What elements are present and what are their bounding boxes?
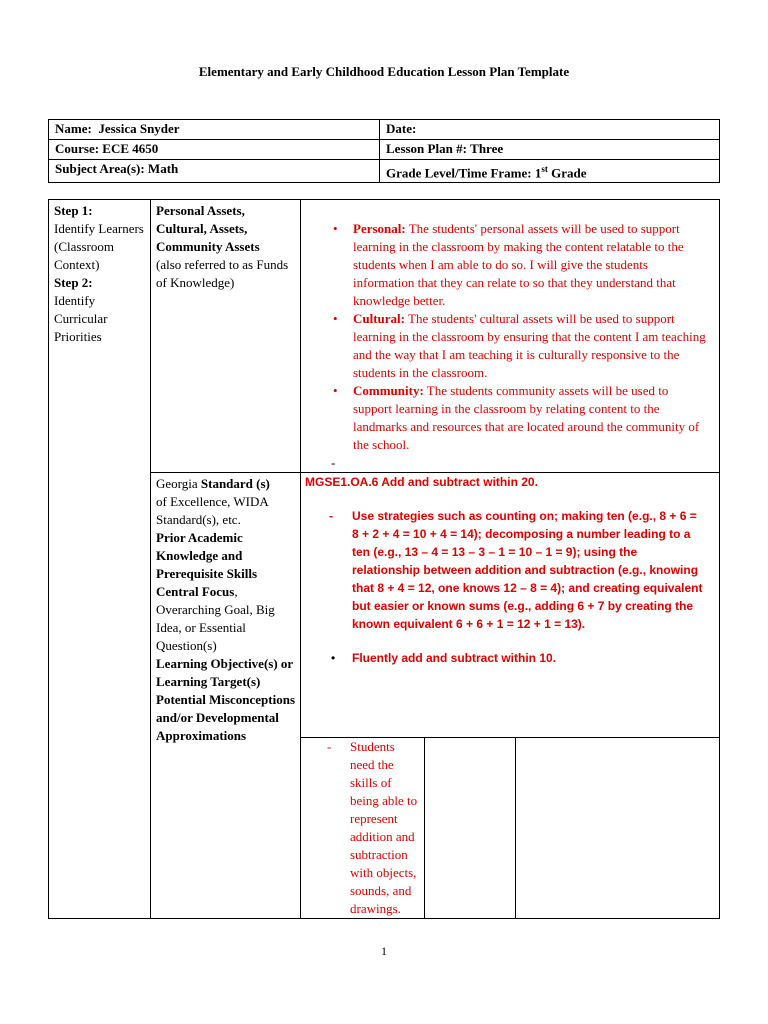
assets-trailing-dash: - xyxy=(331,455,336,470)
name-cell xyxy=(49,120,380,140)
course-cell xyxy=(49,140,380,160)
page-number: 1 xyxy=(381,944,387,958)
course-value: ECE 4650 xyxy=(102,141,159,156)
standard-content-cell xyxy=(301,473,720,738)
grade-number: 1 xyxy=(534,165,542,181)
lesson-label: Lesson Plan #: xyxy=(386,141,467,156)
fluent-item: • Fluently add and subtract within 10. xyxy=(331,651,557,665)
strategy-item: - Use strategies such as counting on; making ten (e.g., 8 + 6 = 8 + 2 + 4 = 10 + 4 = 14); decomposing a number leading to a ten (e.g., 13 – 4 = 13 – 3 – 1 = 10 – 1 = 9); using the relationship between addition and subtraction (e.g., knowing that 8 + 4 = 12, one knows 12 – 8 = 4); and creating equivalent but easier or known sums (e.g., adding 6 + 7 by creating the known equivalent 6 + 6 + 1 = 12 + 1 = 13). xyxy=(329,509,703,631)
prior-knowledge-label: Prior Academic Knowledge and Prerequisite Skills xyxy=(156,530,257,581)
steps-cell xyxy=(49,200,151,919)
standards-label-cell xyxy=(151,473,301,919)
grade-label: Grade Level/Time Frame: xyxy=(386,165,532,181)
assets-list xyxy=(331,220,709,454)
subject-value: Math xyxy=(147,161,179,176)
date-cell xyxy=(380,120,720,140)
standards-line-1: Georgia Standard (s) xyxy=(156,476,270,491)
empty-cell-1 xyxy=(425,738,516,919)
subject-label: Subject Area(s): xyxy=(55,161,145,176)
course-label: Course: xyxy=(55,141,100,156)
assets-item-personal: • Personal: The students' personal assets will be used to support learning in the classroom by making the content relatable to the students when I am able to do so. I will give the students information that they can relate to so that they understand that knowledge better. xyxy=(353,220,709,310)
lesson-value: Three xyxy=(470,141,504,156)
name-value: Jessica Snyder xyxy=(98,121,180,136)
document-title: Elementary and Early Childhood Education Lesson Plan Template xyxy=(198,64,570,79)
learning-objectives-label: Learning Objective(s) or Learning Target(s) xyxy=(156,656,293,689)
date-label: Date: xyxy=(386,121,417,136)
assets-label-cell xyxy=(151,200,301,473)
step2-label: Step 2: xyxy=(54,275,93,290)
assets-item-community: • Community: The students community assets will be used to support learning in the classroom by relating content to the landmarks and resources that are located around the community of the school. xyxy=(353,382,709,454)
assets-heading: Personal Assets, Cultural, Assets, Community Assets xyxy=(156,203,260,254)
central-focus-label: Central Focus, xyxy=(156,584,238,599)
assets-item-cultural: • Cultural: The students' cultural assets will be used to support learning in the classroom by ensuring that the content I am teaching and the way that I am teaching it is culturally responsive to the students in the classroom. xyxy=(353,310,709,382)
subject-cell xyxy=(49,160,380,183)
name-label: Name: xyxy=(55,121,92,136)
lesson-plan-table xyxy=(48,199,720,919)
grade-suffix: st xyxy=(541,164,548,174)
lesson-cell xyxy=(380,140,720,160)
grade-word: Grade xyxy=(551,165,587,181)
standard-code: MGSE1.OA.6 Add and subtract within 20. xyxy=(305,475,538,489)
assets-content-cell xyxy=(301,200,720,473)
info-table xyxy=(48,119,720,183)
step1-label: Step 1: xyxy=(54,203,93,218)
prior-content-item: - Students need the skills of being able to represent addition and subtraction with objects, sounds, and drawings. xyxy=(327,739,418,916)
misconceptions-label: Potential Misconceptions and/or Developmental Approximations xyxy=(156,692,296,743)
prior-content-cell xyxy=(301,738,425,919)
step2-text: Identify Curricular Priorities xyxy=(54,293,108,344)
empty-cell-2 xyxy=(516,738,720,919)
step1-text: Identify Learners (Classroom Context) xyxy=(54,221,144,272)
grade-cell xyxy=(380,160,720,183)
standards-line-2: of Excellence, WIDA Standard(s), etc. xyxy=(156,494,269,527)
central-focus-sub: Overarching Goal, Big Idea, or Essential Question(s) xyxy=(156,602,275,653)
assets-subheading: (also referred to as Funds of Knowledge) xyxy=(156,257,289,290)
